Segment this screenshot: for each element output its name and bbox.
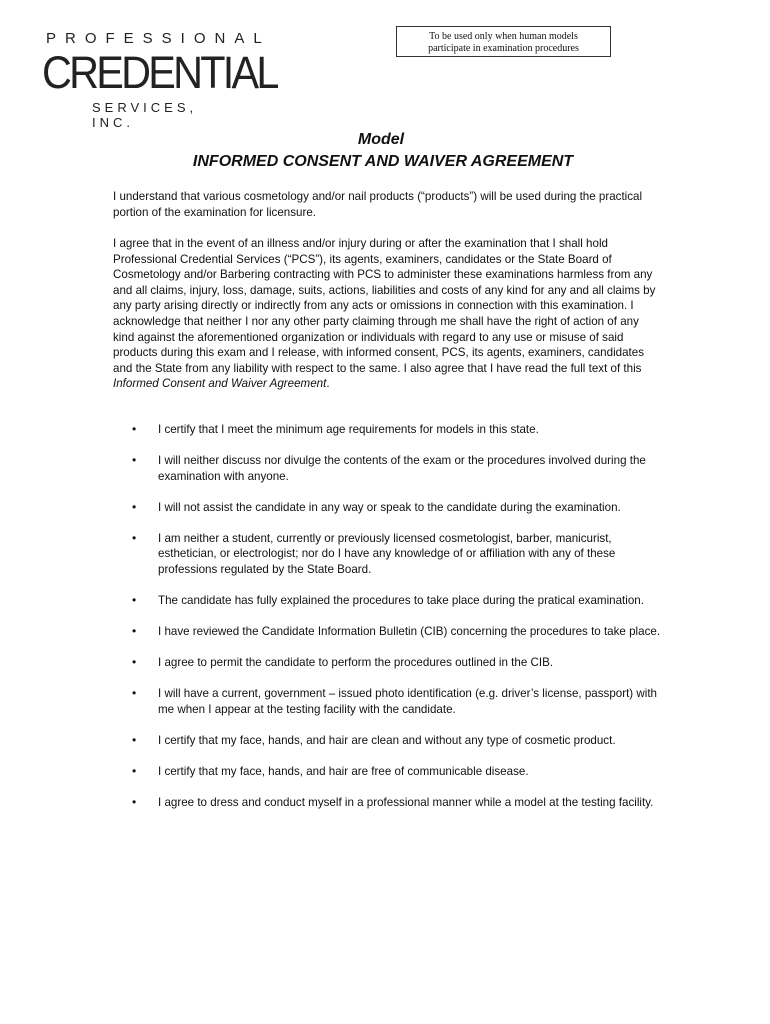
paragraph-release-end: . xyxy=(326,377,330,391)
notice-line-2: participate in examination procedures xyxy=(428,43,579,54)
bullet-icon: • xyxy=(132,686,137,701)
notice-line-1: To be used only when human models xyxy=(429,31,578,42)
bullet-icon: • xyxy=(132,499,137,514)
logo-bottom-text: SERVICES, INC. xyxy=(92,100,198,130)
bullet-icon: • xyxy=(132,733,137,748)
list-item xyxy=(113,453,673,484)
bullet-icon: • xyxy=(132,624,137,639)
document-title-model: Model xyxy=(357,131,405,148)
bullet-icon: • xyxy=(132,795,137,810)
bullet-icon: • xyxy=(132,764,137,779)
paragraph-release-italic: Informed Consent and Waiver Agreement xyxy=(113,377,327,391)
list-item xyxy=(113,500,673,516)
list-item-text: The candidate has fully explained the procedures to take place during the pratical examination. xyxy=(158,594,644,608)
list-item-text: I certify that my face, hands, and hair are clean and without any type of cosmetic product. xyxy=(158,734,616,748)
list-item-text: I certify that my face, hands, and hair are free of communicable disease. xyxy=(158,765,529,779)
list-item-text: I will not assist the candidate in any way or speak to the candidate during the examination. xyxy=(158,500,621,514)
list-item-text: I will have a current, government – issued photo identification (e.g. driver’s license, passport) with me when I appear at the testing facility with the candidate. xyxy=(158,687,657,717)
logo-main-text: CREDENTIAL xyxy=(42,47,277,98)
list-item-text: I will neither discuss nor divulge the contents of the exam or the procedures involved during the examination with anyone. xyxy=(158,454,646,483)
list-item xyxy=(113,686,673,717)
usage-notice-box xyxy=(396,26,611,57)
list-item xyxy=(113,764,673,780)
list-item-text: I certify that I meet the minimum age requirements for models in this state. xyxy=(158,423,539,436)
company-logo xyxy=(40,30,277,130)
bullet-icon: • xyxy=(132,530,137,545)
bullet-icon: • xyxy=(132,422,137,436)
list-item xyxy=(113,733,673,749)
paragraph-release-text: I agree that in the event of an illness and/or injury during or after the examination that I shall hold Professional Credential Services (“PCS”), its agents, examiners, candidates or the State Board of Cosmetology and/or Barbering contracting with PCS to administer these examinations harmless from any and all claims, injury, loss, damage, suits, actions, liabilities and costs of any kind for any and all claims by any party arising directly or indirectly from any acts or omissions in connection with this examination. I acknowledge that neither I nor any other party claiming through me shall have the right of action of any kind against the aforementioned organization or individuals with regard to any use or misuse of said products during this exam and I release, with informed consent, PCS, its agents, examiners, candidates and the State from any liability with respect to the same. I also agree that I have read the full text of this xyxy=(113,237,656,375)
paragraph-release xyxy=(113,236,663,392)
list-item xyxy=(113,531,673,578)
list-item-text: I am neither a student, currently or previously licensed cosmetologist, barber, manicurist, esthetician, or electrologist; nor do I have any knowledge of or affiliation with any of these professions regulated by the State Board. xyxy=(158,531,616,577)
list-item xyxy=(113,655,673,671)
list-item-text: I agree to permit the candidate to perform the procedures outlined in the CIB. xyxy=(158,656,554,670)
document-title-agreement: INFORMED CONSENT AND WAIVER AGREEMENT xyxy=(192,153,574,170)
list-item xyxy=(113,593,673,609)
list-item-text: I agree to dress and conduct myself in a professional manner while a model at the testing facility. xyxy=(158,796,654,810)
certification-list xyxy=(113,422,673,826)
list-item xyxy=(113,795,673,811)
list-item xyxy=(113,624,673,640)
paragraph-products: I understand that various cosmetology and/or nail products (“products”) will be used during the practical portion of the examination for licensure. xyxy=(113,190,643,219)
bullet-icon: • xyxy=(132,453,137,468)
list-item xyxy=(113,422,673,438)
logo-top-text: PROFESSIONAL xyxy=(46,30,271,47)
list-item-text: I have reviewed the Candidate Information Bulletin (CIB) concerning the procedures to take place. xyxy=(158,625,661,639)
bullet-icon: • xyxy=(132,593,137,608)
bullet-icon: • xyxy=(132,655,137,670)
